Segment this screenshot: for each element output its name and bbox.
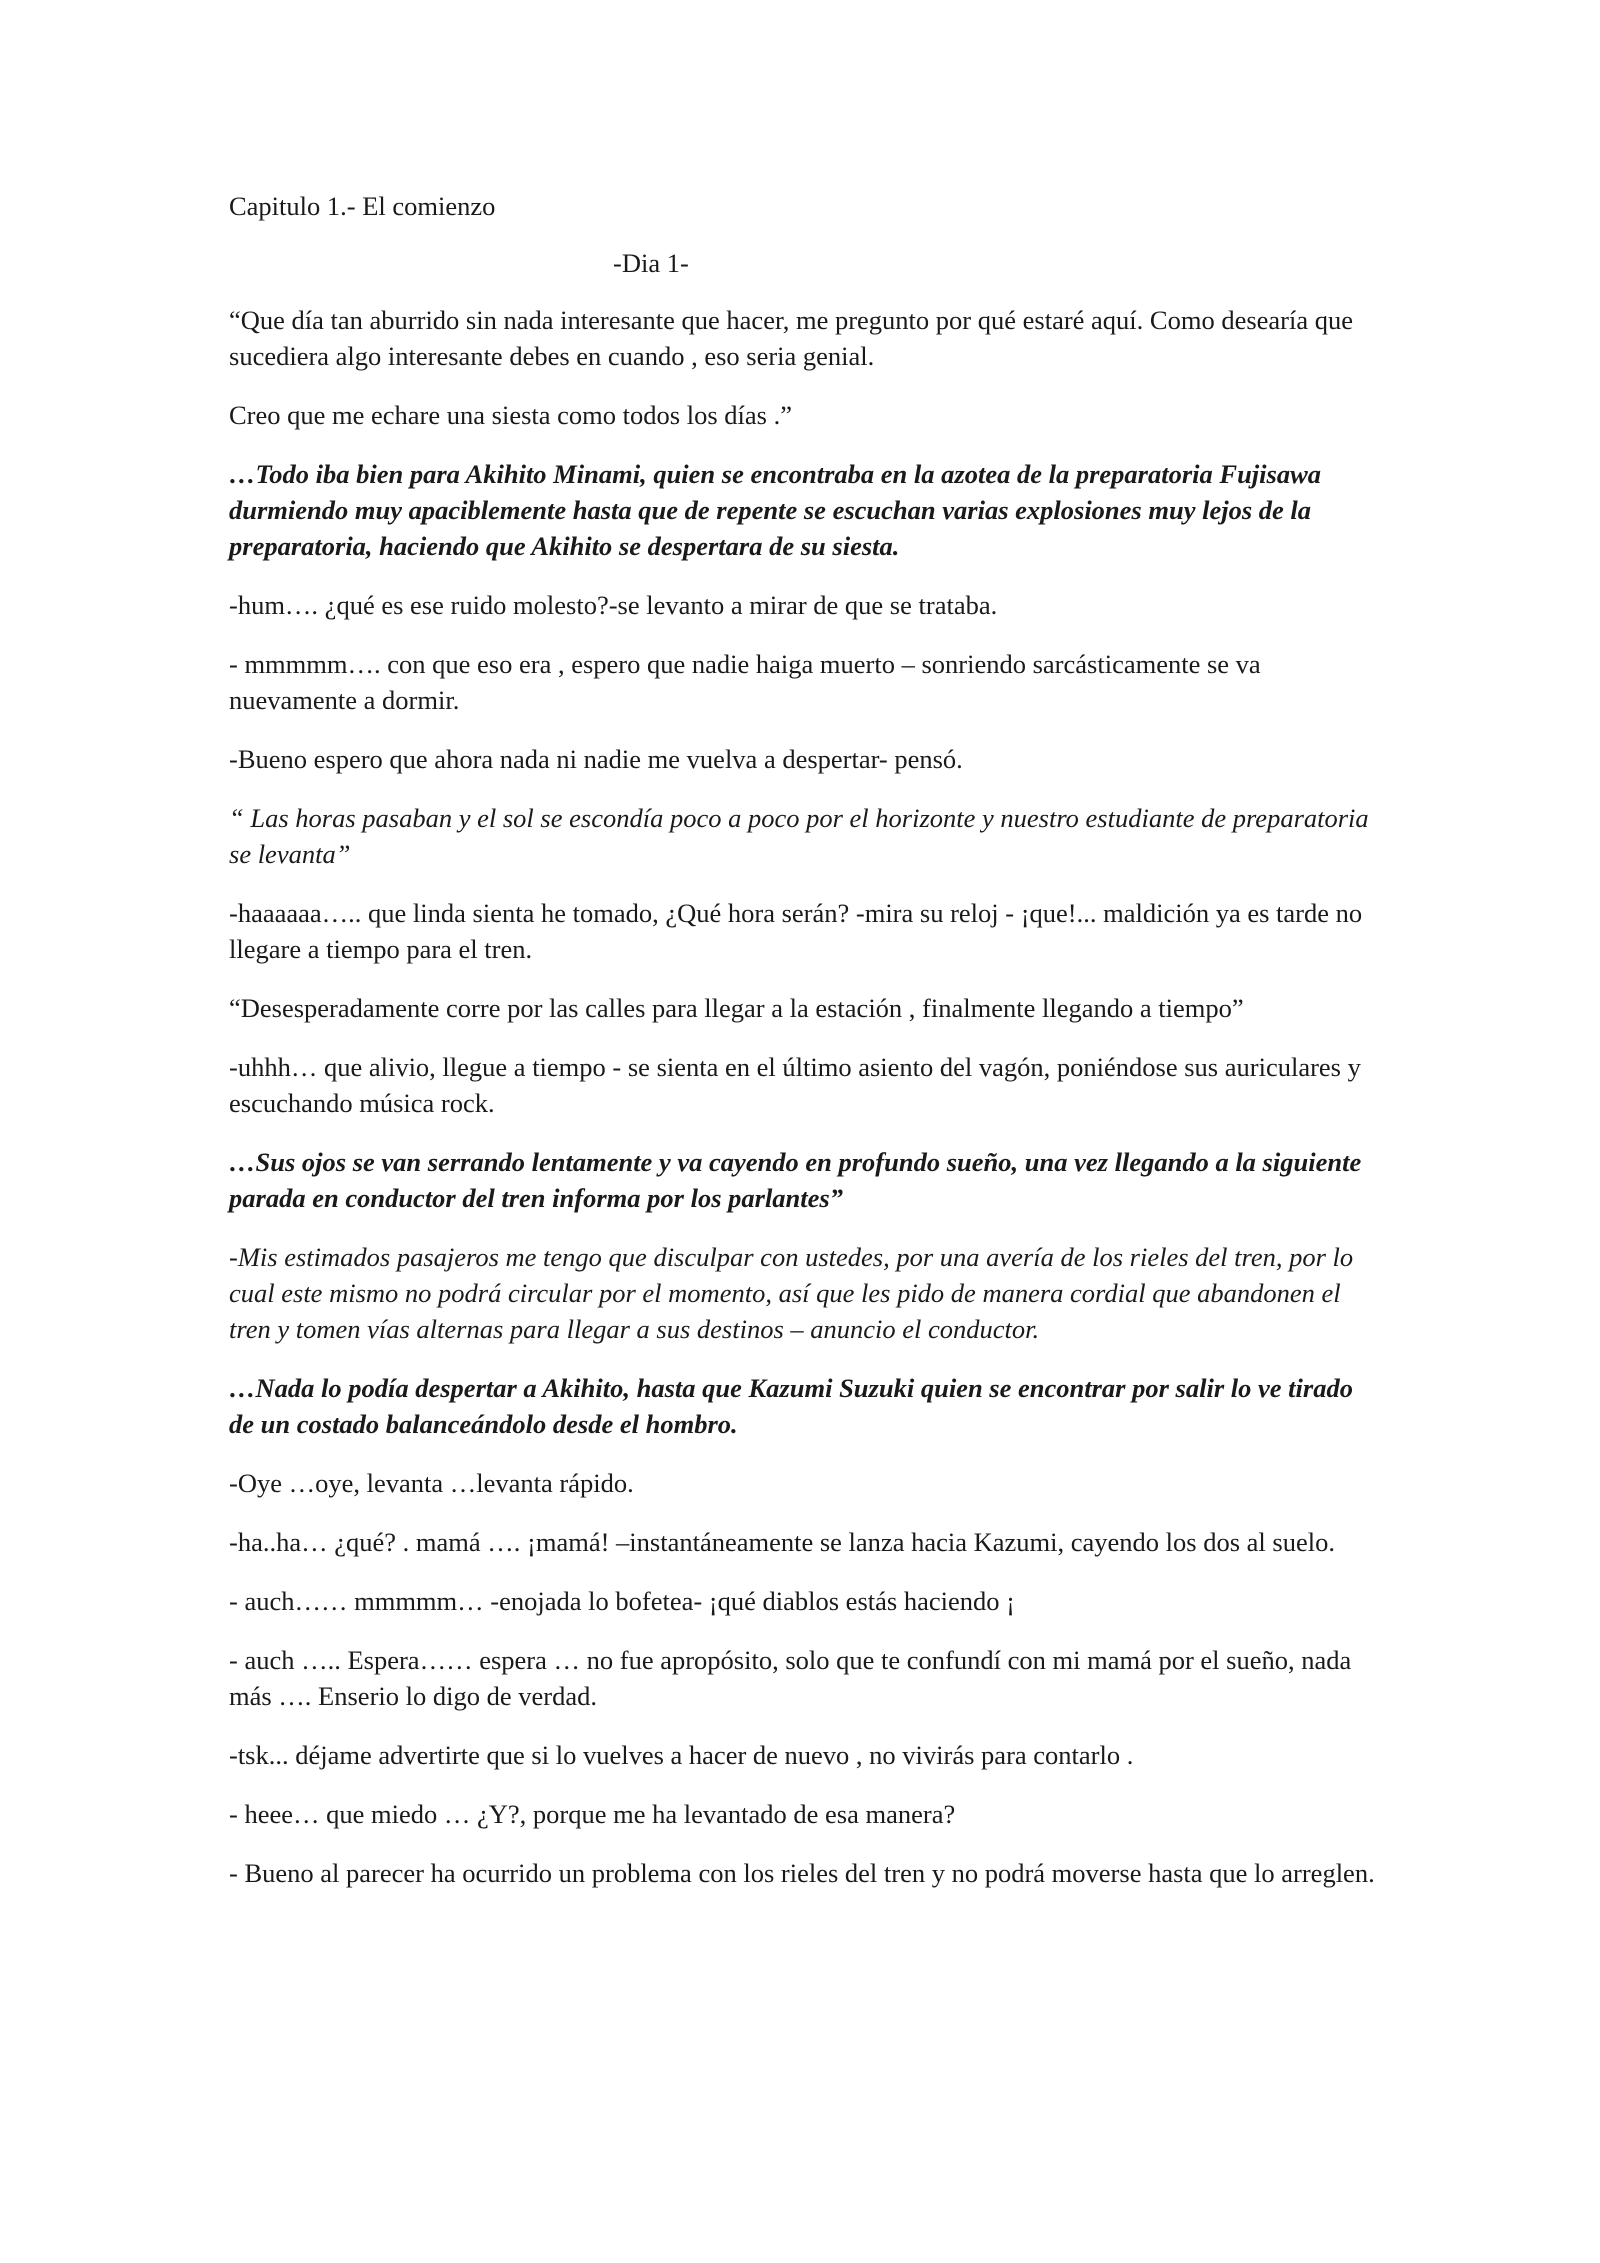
paragraph-dialogue: -haaaaaa….. que linda sienta he tomado, ¿Qué hora serán? -mira su reloj - ¡que!... maldición ya es tarde no llegare a tiempo para el tren.	[229, 898, 1363, 964]
paragraph-announcement: -Mis estimados pasajeros me tengo que disculpar con ustedes, por una avería de los rieles del tren, por lo cual este mismo no podrá circular por el momento, así que les pido de manera cordial que abandonen el tren y tomen vías alternas para llegar a sus destinos – anuncio el conductor.	[229, 1242, 1354, 1344]
paragraph-dialogue: -ha..ha… ¿qué? . mamá …. ¡mamá! –instantáneamente se lanza hacia Kazumi, cayendo los dos al suelo.	[229, 1527, 1335, 1557]
paragraph-dialogue: -hum…. ¿qué es ese ruido molesto?-se levanto a mirar de que se trataba.	[229, 590, 998, 620]
paragraph-dialogue: - mmmmm…. con que eso era , espero que nadie haiga muerto – sonriendo sarcásticamente se va nuevamente a dormir.	[229, 649, 1261, 715]
day-heading: -Dia 1-	[613, 248, 689, 278]
paragraph-dialogue: -Oye …oye, levanta …levanta rápido.	[229, 1468, 634, 1498]
paragraph-dialogue: - Bueno al parecer ha ocurrido un problema con los rieles del tren y no podrá moverse hasta que lo arreglen.	[229, 1858, 1375, 1888]
paragraph-dialogue: -tsk... déjame advertirte que si lo vuelves a hacer de nuevo , no vivirás para contarlo .	[229, 1740, 1134, 1770]
paragraph-monologue-2: Creo que me echare una siesta como todos los días .”	[229, 400, 792, 430]
document-body	[229, 188, 1375, 1914]
chapter-title: Capitulo 1.- El comienzo	[229, 191, 496, 221]
paragraph-dialogue: - heee… que miedo … ¿Y?, porque me ha levantado de esa manera?	[229, 1799, 956, 1829]
paragraph-narration-sleep: …Sus ojos se van serrando lentamente y va cayendo en profundo sueño, una vez llegando a la siguiente parada en conductor del tren informa por los parlantes”	[229, 1147, 1362, 1213]
paragraph-narration-station: “Desesperadamente corre por las calles para llegar a la estación , finalmente llegando a tiempo”	[229, 993, 1244, 1023]
paragraph-dialogue: -Bueno espero que ahora nada ni nadie me vuelva a despertar- pensó.	[229, 744, 963, 774]
paragraph-monologue-1: “Que día tan aburrido sin nada interesante que hacer, me pregunto por qué estaré aquí. Como desearía que sucediera algo interesante debes en cuando , eso seria genial.	[229, 305, 1354, 371]
paragraph-dialogue: - auch…… mmmmm… -enojada lo bofetea- ¡qué diablos estás haciendo ¡	[229, 1586, 1015, 1616]
paragraph-narration-kazumi: …Nada lo podía despertar a Akihito, hasta que Kazumi Suzuki quien se encontrar por salir lo ve tirado de un costado balanceándolo desde el hombro.	[229, 1373, 1353, 1439]
paragraph-dialogue: - auch ….. Espera…… espera … no fue apropósito, solo que te confundí con mi mamá por el sueño, nada más …. Enserio lo digo de verdad.	[229, 1645, 1352, 1711]
paragraph-dialogue: -uhhh… que alivio, llegue a tiempo - se sienta en el último asiento del vagón, poniéndose sus auriculares y escuchando música rock.	[229, 1052, 1361, 1118]
paragraph-narration-sunset: “ Las horas pasaban y el sol se escondía poco a poco por el horizonte y nuestro estudiante de preparatoria se levanta”	[229, 803, 1369, 869]
paragraph-narration-rooftop: …Todo iba bien para Akihito Minami, quien se encontraba en la azotea de la preparatoria Fujisawa durmiendo muy apaciblemente hasta que de repente se escuchan varias explosiones muy lejos de la preparatoria, haciendo que Akihito se despertara de su siesta.	[229, 459, 1322, 561]
